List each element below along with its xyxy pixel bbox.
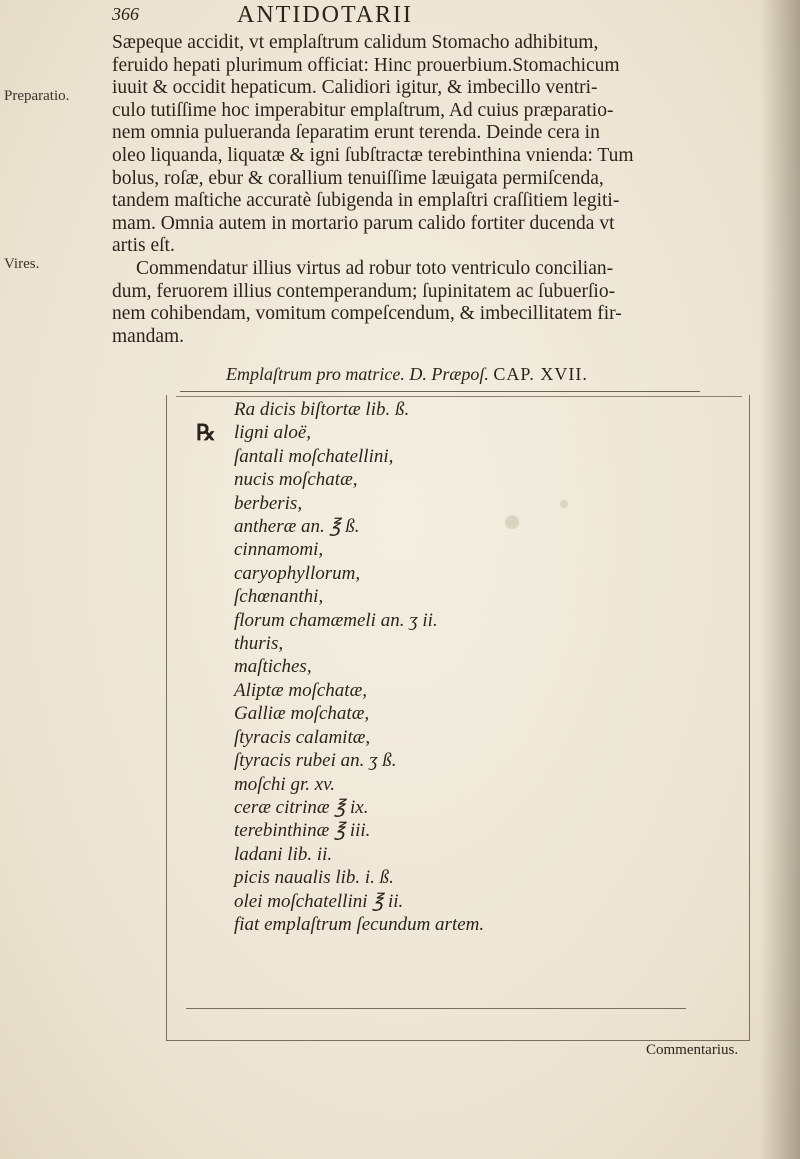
recipe-line (196, 398, 716, 421)
recipe-line (196, 421, 716, 444)
catchword: Commentarius. (646, 1042, 739, 1058)
recipe-line-text: ladani lib. ii. (234, 843, 333, 865)
recipe-line (196, 913, 716, 936)
recipe-line-text: picis naualis lib. i. ß. (234, 867, 394, 889)
text-line: feruido hepati plurimum officiat: Hinc prouerbium.Stomachicum (112, 54, 620, 76)
recipe-line (196, 585, 716, 608)
body-text (112, 32, 762, 348)
recipe-line-text: Galliæ moſchatæ, (234, 703, 370, 725)
recipe-line (196, 655, 716, 678)
recipe-end-rule (186, 1008, 686, 1009)
rx-symbol: ℞ (196, 420, 216, 446)
recipe-line (196, 702, 716, 725)
recipe-line (196, 492, 716, 515)
text-line: dum, feruorem illius contemperandum; ſupinitatem ac ſubuerſio- (112, 280, 616, 302)
paragraph-virtues (112, 258, 762, 348)
page-header (112, 4, 752, 30)
text-line: bolus, roſæ, ebur & corallium tenuiſſime læuigata permiſcenda, (112, 167, 604, 189)
text-line: mam. Omnia autem in mortario parum calido fortiter ducenda vt (112, 212, 615, 234)
recipe-line-text: thuris, (234, 633, 284, 655)
recipe-line-text: antheræ an. ℥ ß. (234, 516, 360, 538)
marginal-note-vires: Vires. (4, 256, 40, 272)
recipe-line-text: ſantali moſchatellini, (234, 445, 394, 467)
text-line: artis eſt. (112, 235, 175, 257)
recipe-line-text: berberis, (234, 492, 303, 514)
page-gutter-shadow (760, 0, 800, 1159)
text-line: culo tutiſſime hoc imperabitur emplaſtrum, Ad cuius præparatio- (112, 99, 614, 121)
recipe-line (196, 445, 716, 468)
recipe-line (196, 843, 716, 866)
recipe-line-text: ſtyracis calamitæ, (234, 726, 371, 748)
recipe-line (196, 679, 716, 702)
page-number: 366 (112, 4, 139, 24)
heading-rule (180, 391, 700, 392)
recipe-line-text: ſchœnanthi, (234, 586, 324, 608)
marginal-note-preparatio: Preparatio. (4, 88, 70, 104)
recipe-line (196, 538, 716, 561)
recipe-line (196, 515, 716, 538)
recipe-line (196, 726, 716, 749)
recipe-line-text: Aliptæ moſchatæ, (234, 679, 367, 701)
recipe-line (196, 819, 716, 842)
recipe-line-text: ceræ citrinæ ℥ ix. (234, 796, 369, 818)
running-head: ANTIDOTARII (237, 2, 414, 28)
recipe-line-text: Ra dicis biſtortæ lib. ß. (234, 399, 410, 420)
recipe-line-text: florum chamæmeli an. ʒ ii. (234, 609, 438, 631)
recipe-line-text: moſchi gr. xv. (234, 773, 335, 795)
recipe-line-text: terebinthinæ ℥ iii. (234, 820, 371, 842)
text-line: nem omnia pulueranda ſeparatim erunt terenda. Deinde cera in (112, 122, 600, 144)
text-line: iuuit & occidit hepaticum. Calidiori igitur, & imbecillo ventri- (112, 77, 598, 99)
recipe-line-text: maſtiches, (234, 656, 312, 678)
recipe-line (196, 468, 716, 491)
recipe-line-text: olei moſchatellini ℥ ii. (234, 890, 404, 912)
recipe-line-text: cinnamomi, (234, 539, 324, 561)
paragraph-preparation (112, 32, 762, 258)
recipe-line-text: ſtyracis rubei an. ʒ ß. (234, 750, 397, 772)
recipe-line-text: nucis moſchatæ, (234, 469, 358, 491)
recipe-heading (226, 364, 588, 385)
recipe-line (196, 796, 716, 819)
text-line: oleo liquanda, liquatæ & igni ſubſtractæ terebinthina vnienda: Tum (112, 144, 634, 166)
recipe-list (196, 398, 716, 936)
recipe-line-text: ligni aloë, (234, 422, 312, 444)
recipe-line-text: fiat emplaſtrum ſecundum artem. (234, 913, 485, 935)
text-line: tandem maſtiche accuratè ſubigenda in emplaſtri craſſitiem legiti- (112, 190, 620, 212)
recipe-line (196, 866, 716, 889)
recipe-line (196, 773, 716, 796)
recipe-line (196, 632, 716, 655)
recipe-line (196, 890, 716, 913)
recipe-line (196, 749, 716, 772)
text-line: Sæpeque accidit, vt emplaſtrum calidum Stomacho adhibitum, (112, 32, 599, 53)
recipe-line-text: caryophyllorum, (234, 562, 361, 584)
recipe-title: Emplaſtrum pro matrice. D. Præpoſ. (226, 364, 489, 384)
text-line: nem cohibendam, vomitum compeſcendum, & imbecillitatem fir- (112, 303, 622, 325)
text-line: mandam. (112, 325, 185, 347)
chapter-label: CAP. XVII. (493, 364, 588, 384)
recipe-line (196, 562, 716, 585)
recipe-line (196, 609, 716, 632)
text-line: Commendatur illius virtus ad robur toto ventriculo concilian- (136, 257, 614, 279)
